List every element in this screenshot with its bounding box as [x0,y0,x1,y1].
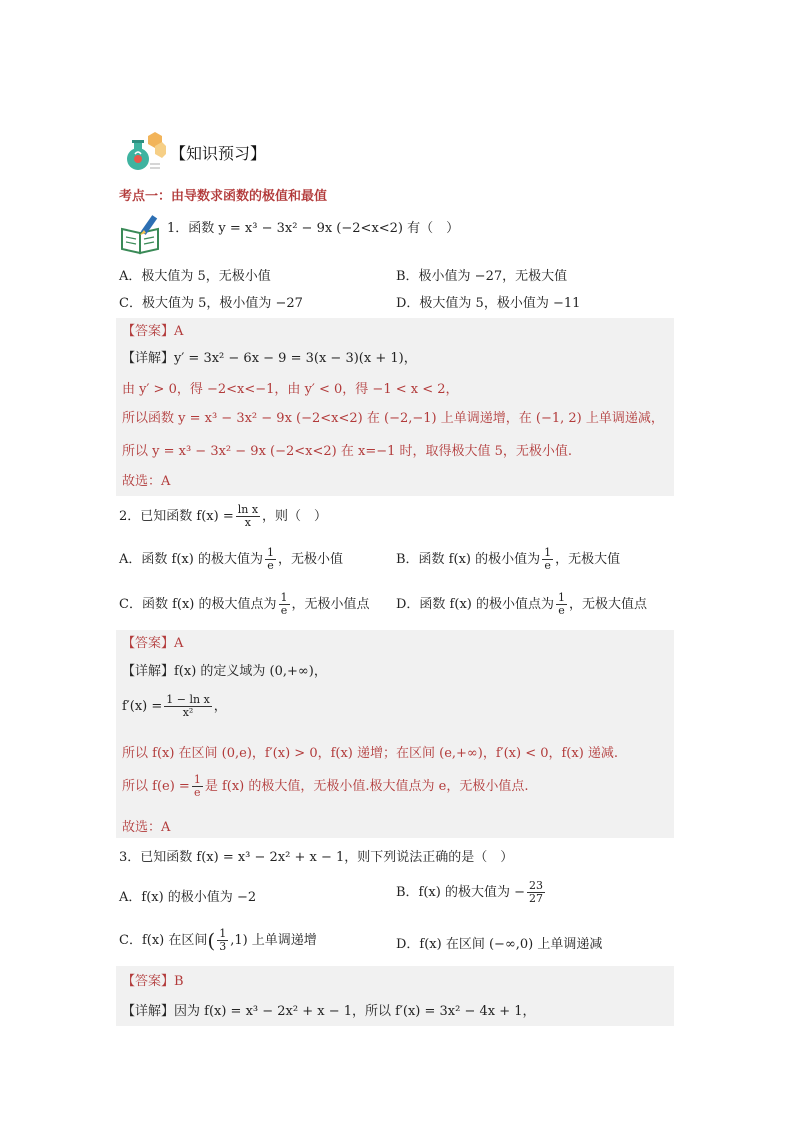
q2-choose: 故选：A [122,820,171,835]
q2-c-den: e [280,604,288,617]
question-3-stem: 3．已知函数 f(x) = x³ − 2x² + x − 1，则下列说法正确的是（ ） [119,850,514,865]
q2-d-post: ，无极大值点 [568,597,647,612]
q2-d-frac [556,592,567,617]
q1-detail-2: 由 y′ > 0，得 −2<x<−1，由 y′ < 0，得 −1 < x < 2， [122,382,459,397]
q2-a-den: e [267,559,274,572]
book-pencil-icon [120,215,164,255]
q2-d2-frac [164,694,212,719]
q2-detail-1: 【详解】f(x) 的定义域为 (0,+∞)， [122,664,327,679]
section-title: 考点一：由导数求函数的极值和最值 [119,189,328,204]
q3-b-den: 27 [529,892,543,905]
q2-detail-3: 所以 f(x) 在区间 (0,e)，f′(x) > 0，f(x) 递增；在区间 (e,+∞)，f′(x) < 0，f(x) 递减. [122,746,619,761]
q3-option-b [396,880,547,905]
q2-c-post: ，无极小值点 [291,597,370,612]
q1-detail-4: 所以 y = x³ − 3x² − 9x (−2<x<2) 在 x=−1 时，取得极大值 5，无极小值. [122,444,573,459]
q2-a-num: 1 [266,546,274,559]
q1-option-a: A．极大值为 5，无极小值 [119,269,271,284]
q2-d-num: 1 [557,591,565,604]
q2-b-num: 1 [544,546,552,559]
q2-b-den: e [544,559,551,572]
q2-option-d [396,592,647,617]
q2-stem-pre: 2．已知函数 f(x) = [119,509,234,524]
q2-c-frac [279,592,290,617]
q3-b-frac [527,880,545,905]
q3-c-num: 1 [219,927,227,940]
q2-option-b [396,547,620,572]
q2-option-c [119,592,370,617]
q1-option-d: D．极大值为 5，极小值为 −11 [396,296,581,311]
q2-d-den: e [558,604,565,617]
q2-detail-4 [122,774,528,799]
q2-stem-den: x [244,516,251,529]
q3-option-d: D．f(x) 在区间 (−∞,0) 上单调递减 [396,937,603,952]
q2-a-pre: A．函数 f(x) 的极大值为 [119,552,263,567]
q2-d4-pre: 所以 f(e) = [122,779,190,794]
q2-d-pre: D．函数 f(x) 的极小值点为 [396,597,554,612]
q2-detail-2 [122,694,227,719]
flask-icon [124,132,166,172]
q2-d2-den: x² [182,706,194,719]
q2-d2-num: 1 − ln x [166,693,210,706]
q1-option-b: B．极小值为 −27，无极大值 [396,269,568,284]
q3-b-pre: B．f(x) 的极大值为 − [396,885,525,900]
q3-option-a: A．f(x) 的极小值为 −2 [119,890,257,905]
q2-b-frac [542,547,553,572]
q3-c-post: ,1) 上单调递增 [230,933,317,948]
q3-option-c [119,928,317,953]
q2-stem-fraction [236,504,260,529]
q3-c-open: ( [207,928,216,953]
header-title: 【知识预习】 [170,143,267,163]
q2-c-pre: C．函数 f(x) 的极大值点为 [119,597,277,612]
q3-answer: 【答案】B [122,974,184,989]
question-2-stem [119,504,327,529]
q3-detail-1: 【详解】因为 f(x) = x³ − 2x² + x − 1，所以 f′(x) = 3x² − 4x + 1， [122,1004,536,1019]
question-1-stem: 1．函数 y = x³ − 3x² − 9x (−2<x<2) 有（ ） [167,221,460,236]
q3-b-num: 23 [529,879,543,892]
q3-c-den: 3 [219,940,227,953]
q3-c-frac [217,928,228,953]
q2-a-post: ，无极小值 [277,552,343,567]
q2-a-frac [265,547,276,572]
q2-d4-den: e [194,786,201,799]
q1-detail-3: 所以函数 y = x³ − 3x² − 9x (−2<x<2) 在 (−2,−1) 上单调递增，在 (−1, 2) 上单调递减， [122,411,664,426]
section-header [124,132,266,172]
q2-d4-frac [192,774,203,799]
q1-choose: 故选：A [122,474,171,489]
q2-d4-num: 1 [193,773,201,786]
q2-answer: 【答案】A [122,636,184,651]
q1-answer: 【答案】A [122,324,184,339]
q3-c-pre: C．f(x) 在区间 [119,933,208,948]
q2-stem-num: ln x [237,503,259,516]
q2-b-post: ，无极大值 [555,552,621,567]
q2-option-a [119,547,343,572]
q1-option-c: C．极大值为 5，极小值为 −27 [119,296,303,311]
q2-d2-post: ， [213,699,227,714]
q2-stem-post: ，则（ ） [262,509,328,524]
q2-c-num: 1 [280,591,288,604]
q1-detail-1: 【详解】y′ = 3x² − 6x − 9 = 3(x − 3)(x + 1)， [122,351,417,366]
q2-d2-pre: f′(x) = [122,699,163,714]
q2-d4-post: 是 f(x) 的极大值，无极小值.极大值点为 e，无极小值点. [204,779,529,794]
q2-b-pre: B．函数 f(x) 的极小值为 [396,552,541,567]
